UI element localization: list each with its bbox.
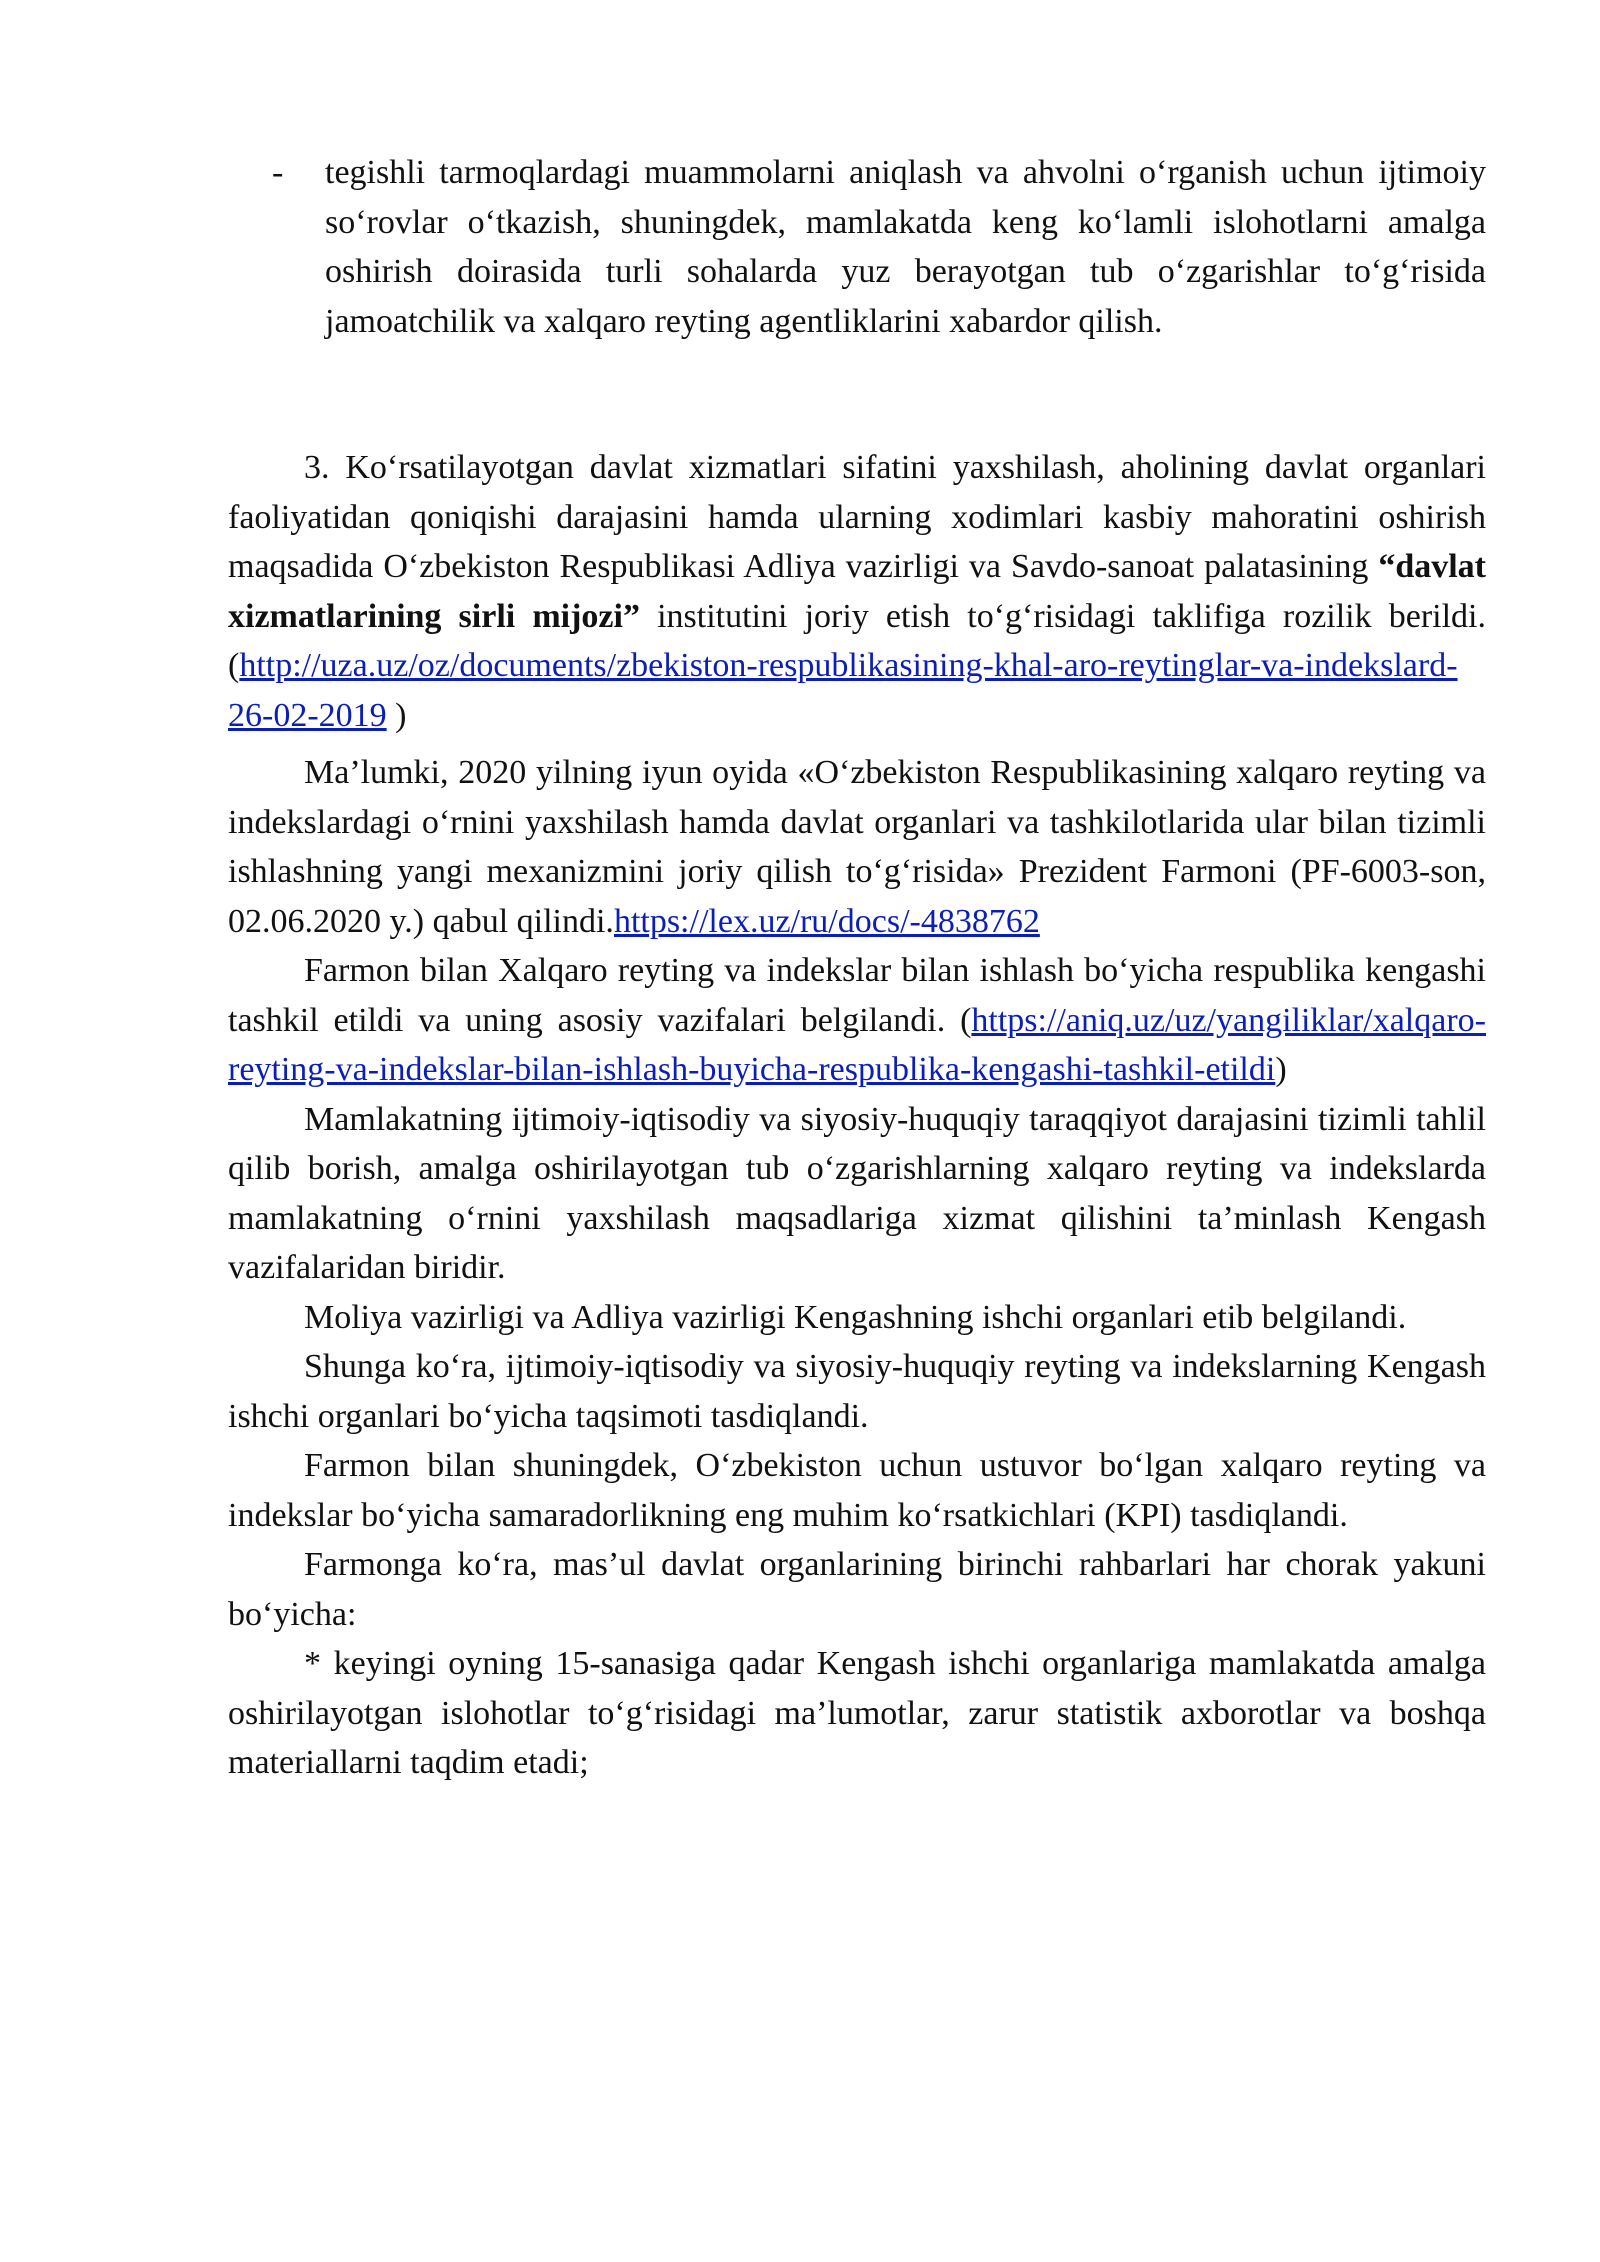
bullet-item — [272, 148, 1486, 346]
paragraph-malumki — [228, 748, 1486, 946]
bullet-text: tegishli tarmoqlardagi muammolarni aniqlash va ahvolni o‘rganish uchun ijtimoiy so‘rovlar o‘tkazish, shuningdek, mamlakatda keng ko‘lamli islohotlarni amalga oshirish doirasida turli sohalarda yuz berayotgan tub o‘zgarishlar to‘g‘risida jamoatchilik va xalqaro reyting agentliklarini xabardor qilish. — [325, 154, 1486, 340]
body-text — [228, 748, 1486, 1788]
uza-link[interactable]: http://uza.uz/oz/documents/zbekiston-respublikasining-khal-aro-reytinglar-va-indekslard-26-02-2019 — [228, 647, 1458, 734]
paragraph-farmonga: Farmonga ko‘ra, mas’ul davlat organlarining birinchi rahbarlari har chorak yakuni bo‘yicha: — [228, 1546, 1486, 1633]
section-3-text: 3. Ko‘rsatilayotgan davlat xizmatlari sifatini yaxshilash, aholining davlat organlari faoliyatidan qoniqishi darajasini hamda ularning xodimlari kasbiy mahoratini oshirish maqsadida O‘zbekiston Respublikasi Adliya vazirligi va Savdo-sanoat palatasining — [228, 449, 1486, 585]
paragraph-shunga: Shunga ko‘ra, ijtimoiy-iqtisodiy va siyosiy-huquqiy reyting va indekslarning Kengash ishchi organlari bo‘yicha taqsimoti tasdiqlandi. — [228, 1348, 1486, 1435]
lex-link[interactable]: https://lex.uz/ru/docs/-4838762 — [613, 902, 1040, 940]
paragraph-star-item: * keyingi oyning 15-sanasiga qadar Kengash ishchi organlariga mamlakatda amalga oshirilayotgan islohotlar to‘g‘risidagi ma’lumotlar, zarur statistik axborotlar va boshqa materiallarni taqdim etadi; — [228, 1645, 1486, 1781]
section-3-close: ) — [386, 696, 407, 734]
paragraph-farmon-kengash-text: Farmon bilan Xalqaro reyting va indekslar bilan ishlash bo‘yicha respublika kengashi tashkil etildi va uning asosiy vazifalari belgilandi. ( — [228, 952, 1486, 1039]
paragraph-mamlakat: Mamlakatning ijtimoiy-iqtisodiy va siyosiy-huquqiy taraqqiyot darajasini tizimli tahlil qilib borish, amalga oshirilayotgan tub o‘zgarishlarning xalqaro reyting va indekslarda mamlakatning o‘rnini yaxshilash maqsadlariga xizmat qilishini ta’minlash Kengash vazifalaridan biridir. — [228, 1100, 1486, 1286]
paragraph-moliya: Moliya vazirligi va Adliya vazirligi Kengashning ishchi organlari etib belgilandi. — [304, 1298, 1407, 1336]
paragraph-farmon-kpi: Farmon bilan shuningdek, O‘zbekiston uchun ustuvor bo‘lgan xalqaro reyting va indekslar bo‘yicha samaradorlikning eng muhim ko‘rsatkichlari (KPI) tasdiqlandi. — [228, 1447, 1486, 1534]
bullet-marker: - — [272, 154, 284, 191]
paragraph-farmon-kengash — [228, 946, 1486, 1095]
aniq-link[interactable]: https://aniq.uz/uz/yangiliklar/xalqaro-reyting-va-indekslar-bilan-ishlash-buyicha-respublika-kengashi-tashkil-etildi — [228, 1001, 1486, 1088]
paragraph-malumki-text: Ma’lumki, 2020 yilning iyun oyida «O‘zbekiston Respublikasining xalqaro reyting va indekslardagi o‘rnini yaxshilash hamda davlat organlari va tashkilotlarida ular bilan tizimli ishlashning yangi mexanizmini joriy qilish to‘g‘risida» Prezident Farmoni (PF-6003-son, 02.06.2020 y.) qabul qilindi. — [228, 754, 1486, 940]
section-3-bold-term: “davlat xizmatlarining sirli mijozi” — [228, 548, 1486, 635]
section-3-text-after: institutini joriy etish to‘g‘risidagi taklifiga rozilik berildi.( — [228, 597, 1486, 684]
section-3-paragraph — [228, 443, 1486, 740]
section-3 — [228, 443, 1486, 740]
paragraph-farmon-kengash-close: ) — [1275, 1051, 1287, 1088]
